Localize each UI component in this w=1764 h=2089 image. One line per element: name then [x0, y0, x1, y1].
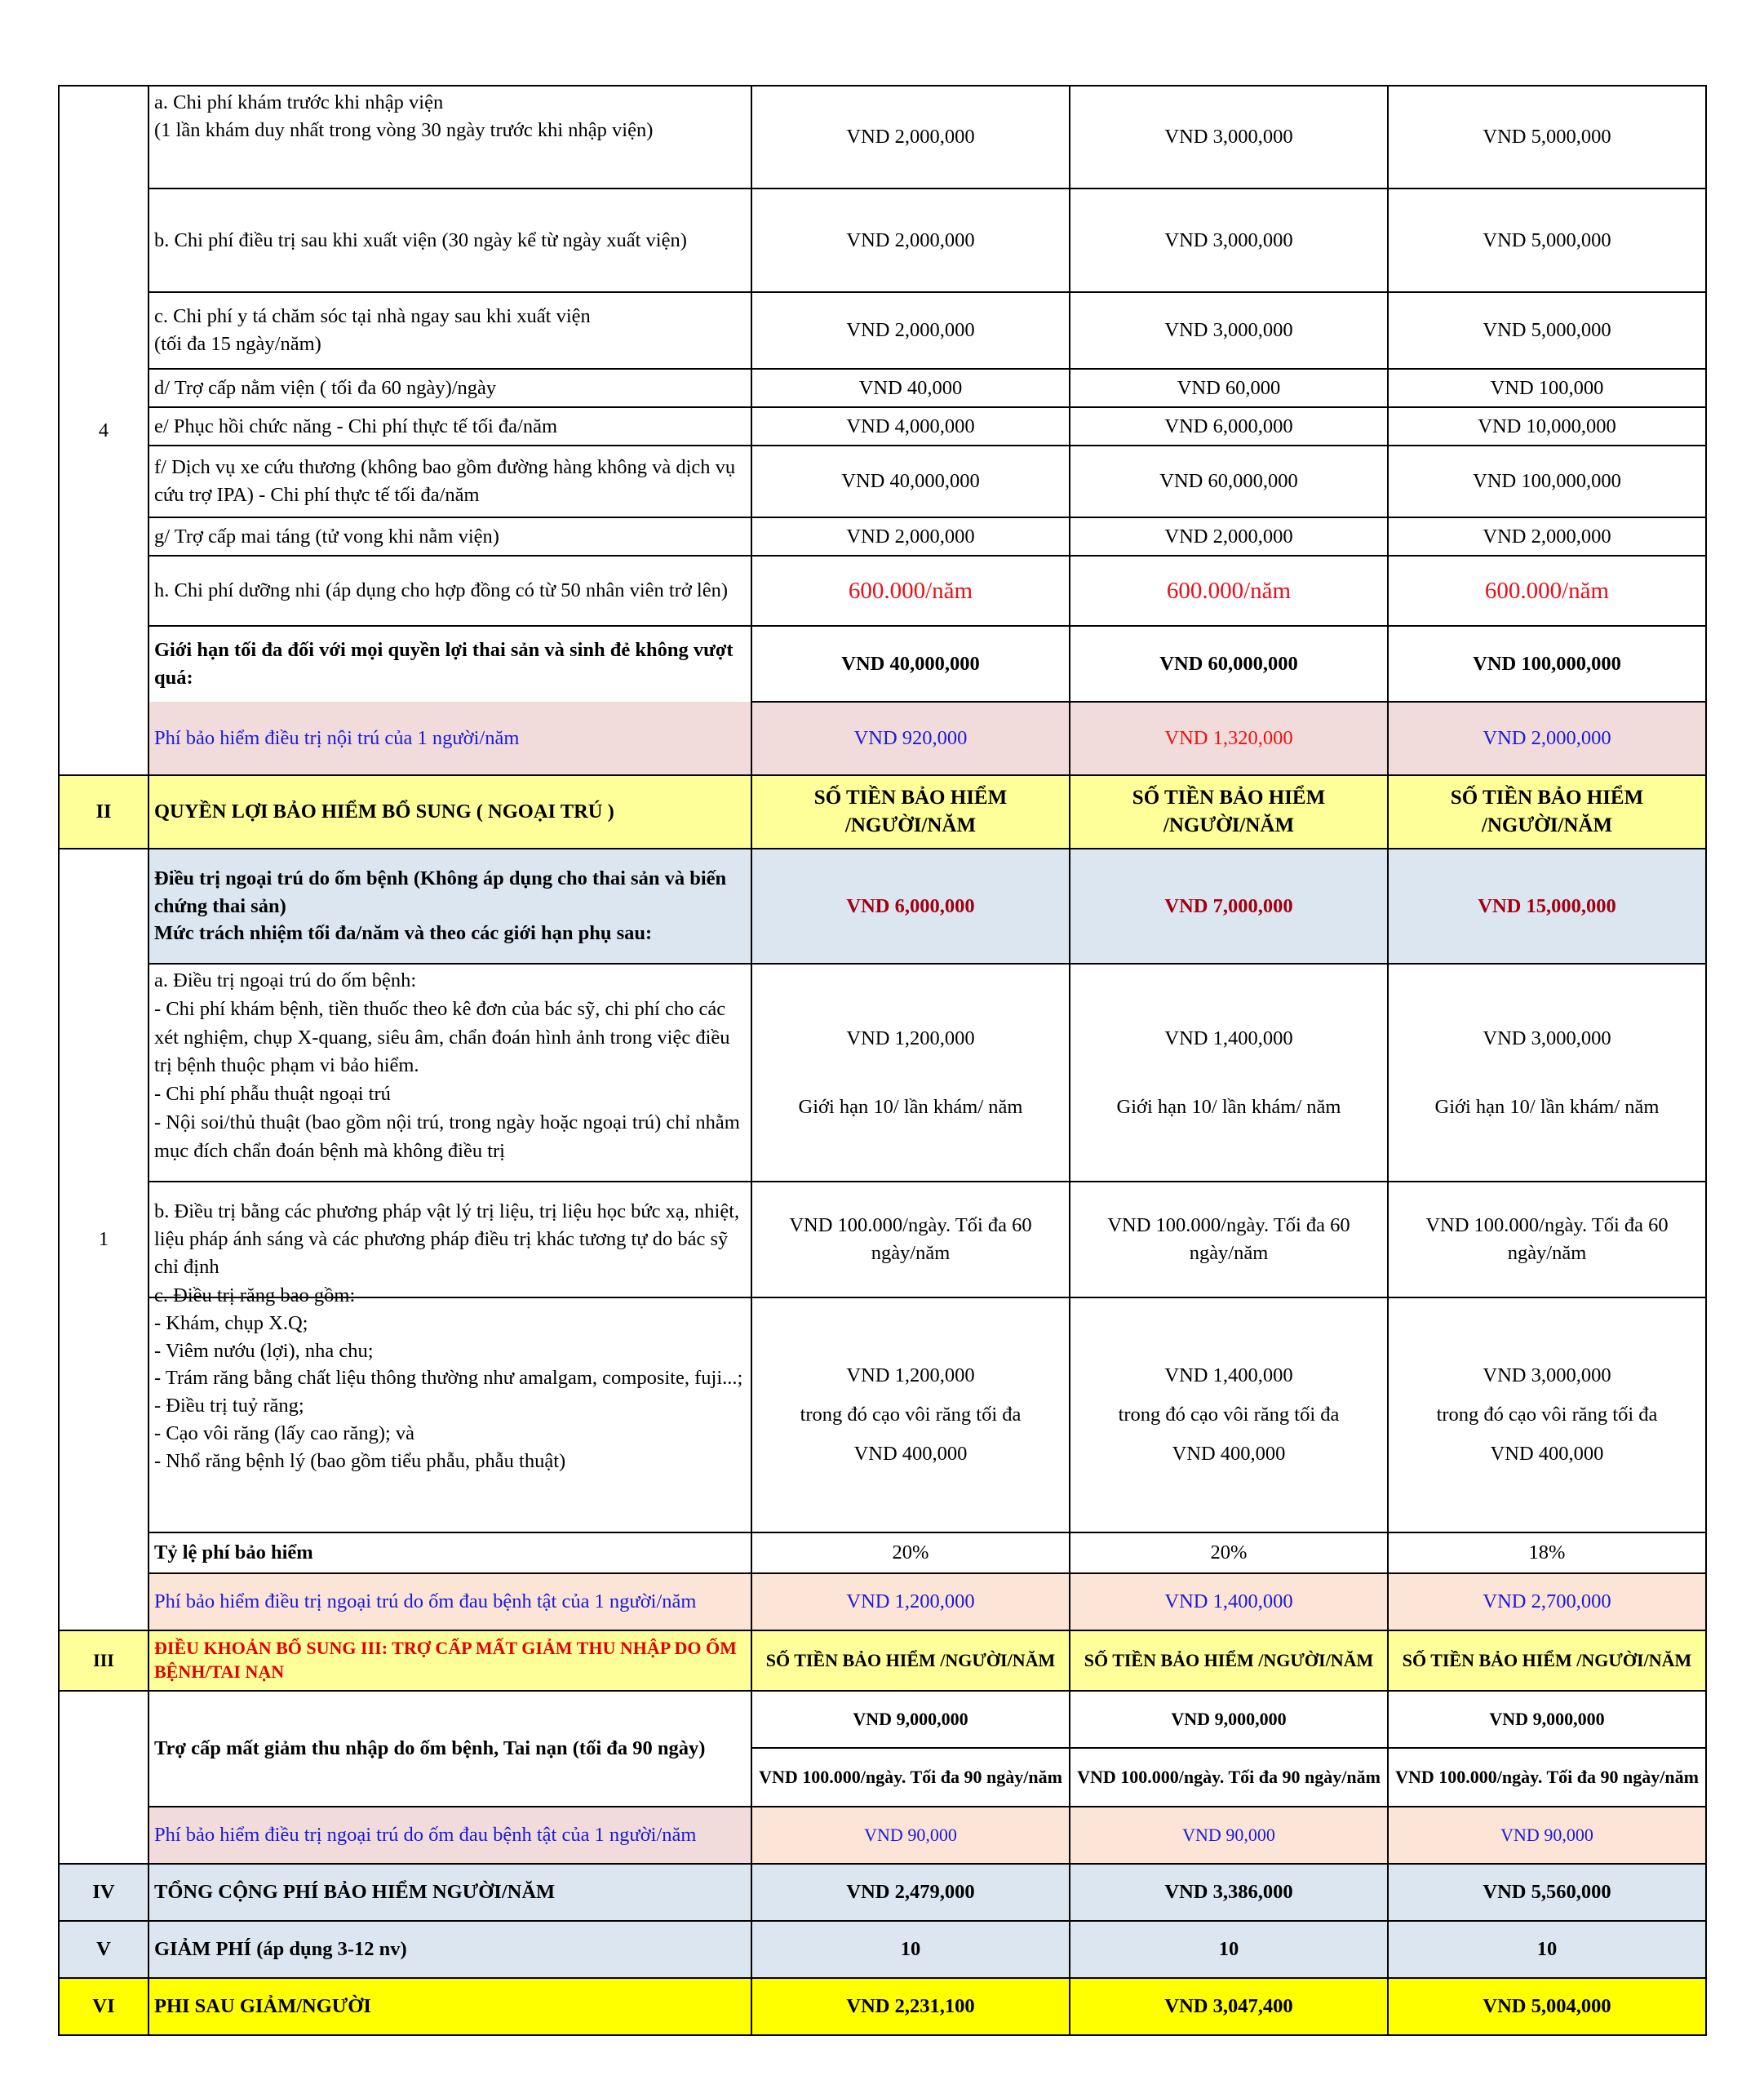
section-number: VI	[59, 1978, 148, 2035]
cell-plan-3	[1388, 1297, 1706, 1532]
row-outpatient-premium	[59, 1573, 1706, 1630]
column-header-plan-2: SỐ TIỀN BẢO HIỂM /NGƯỜI/NĂM	[1070, 775, 1388, 849]
row-label: f/ Dịch vụ xe cứu thương (không bao gồm đường hàng không và dịch vụ cứu trợ IPA) - Chi phí thực tế tối đa/năm	[148, 446, 751, 517]
section-number: II	[59, 775, 148, 849]
row-label: b. Chi phí điều trị sau khi xuất viện (30 ngày kể từ ngày xuất viện)	[148, 188, 751, 292]
row-label: Trợ cấp mất giảm thu nhập do ốm bệnh, Tai nạn (tối đa 90 ngày)	[148, 1691, 751, 1807]
value-plan-3: VND 100.000/ngày. Tối đa 60 ngày/năm	[1388, 1182, 1706, 1297]
value-plan-2: VND 3,000,000	[1070, 188, 1388, 292]
scaling-value: VND 400,000	[853, 1442, 968, 1465]
value-plan-1: VND 1,200,000	[751, 1573, 1070, 1630]
value-plan-2: VND 60,000,000	[1070, 446, 1388, 517]
value-plan-2: VND 1,400,000	[1164, 1364, 1293, 1387]
value-plan-2: VND 1,320,000	[1070, 702, 1388, 775]
daily-plan-2: VND 100.000/ngày. Tối đa 90 ngày/năm	[1070, 1748, 1388, 1807]
row-label: PHI SAU GIẢM/NGƯỜI	[148, 1978, 751, 2035]
scaling-note: trong đó cạo vôi răng tối đa	[800, 1404, 1022, 1426]
value-plan-2: VND 1,400,000	[1070, 1573, 1388, 1630]
row-income-premium	[59, 1807, 1706, 1864]
daily-plan-1: VND 100.000/ngày. Tối đa 90 ngày/năm	[751, 1748, 1070, 1807]
value-plan-3: VND 2,700,000	[1388, 1573, 1706, 1630]
value-plan-3: VND 10,000,000	[1388, 407, 1706, 446]
value-plan-2: VND 3,000,000	[1070, 292, 1388, 369]
row-4d	[59, 369, 1706, 407]
value-plan-2: VND 3,000,000	[1070, 86, 1388, 188]
value-plan-3: VND 90,000	[1388, 1807, 1706, 1864]
row-label: b. Điều trị bằng các phương pháp vật lý trị liệu, trị liệu học bức xạ, nhiệt, liệu pháp ánh sáng và các phương pháp điều trị khác tương tự do bác sỹ chỉ định	[148, 1182, 751, 1297]
row-maternity-limit	[59, 626, 1706, 702]
section-number: V	[59, 1921, 148, 1978]
cell-plan-1	[751, 1297, 1070, 1532]
value-plan-2: VND 2,000,000	[1070, 517, 1388, 556]
value-plan-3: VND 5,000,000	[1388, 188, 1706, 292]
row-label	[148, 1284, 751, 1532]
value-plan-1: VND 40,000,000	[751, 446, 1070, 517]
value-plan-2: VND 60,000	[1070, 369, 1388, 407]
column-header-plan-1: SỐ TIỀN BẢO HIỂM /NGƯỜI/NĂM	[751, 1630, 1070, 1691]
value-plan-3: VND 100,000	[1388, 369, 1706, 407]
value-plan-2: VND 7,000,000	[1070, 849, 1388, 964]
row-inpatient-premium	[59, 702, 1706, 775]
cell-plan-2	[1070, 964, 1388, 1182]
value-plan-3: VND 5,004,000	[1388, 1978, 1706, 2035]
cell-plan-3	[1388, 964, 1706, 1182]
cell-plan-2	[1070, 1297, 1388, 1532]
section-number: IV	[59, 1864, 148, 1921]
value-plan-1: VND 6,000,000	[751, 849, 1070, 964]
section-number-empty	[59, 1691, 148, 1864]
value-plan-3: VND 9,000,000	[1388, 1691, 1706, 1748]
limit-plan-1: Giới hạn 10/ lần khám/ năm	[798, 1095, 1023, 1118]
value-plan-2: VND 9,000,000	[1070, 1691, 1388, 1748]
value-plan-1: 20%	[751, 1532, 1070, 1573]
row-label: e/ Phục hồi chức năng - Chi phí thực tế tối đa/năm	[148, 407, 751, 446]
section-number: 1	[59, 849, 148, 1630]
value-plan-2: VND 6,000,000	[1070, 407, 1388, 446]
row-outpatient-main	[59, 849, 1706, 964]
value-plan-1: 600.000/năm	[751, 556, 1070, 626]
value-plan-3: 10	[1388, 1921, 1706, 1978]
row-outpatient-b	[59, 1182, 1706, 1297]
section-title: ĐIỀU KHOẢN BỔ SUNG III: TRỢ CẤP MẤT GIẢM THU NHẬP DO ỐM BỆNH/TAI NẠN	[148, 1630, 751, 1691]
row-label: g/ Trợ cấp mai táng (tử vong khi nằm viện)	[148, 517, 751, 556]
row-4g	[59, 517, 1706, 556]
value-plan-1: VND 920,000	[751, 702, 1070, 775]
value-plan-2: VND 3,386,000	[1070, 1864, 1388, 1921]
column-header-plan-1: SỐ TIỀN BẢO HIỂM /NGƯỜI/NĂM	[751, 775, 1070, 849]
row-label: h. Chi phí dưỡng nhi (áp dụng cho hợp đồng có từ 50 nhân viên trở lên)	[148, 556, 751, 626]
value-plan-1: VND 2,479,000	[751, 1864, 1070, 1921]
row-4e	[59, 407, 1706, 446]
row-label: GIẢM PHÍ (áp dụng 3-12 nv)	[148, 1921, 751, 1978]
value-plan-2: VND 90,000	[1070, 1807, 1388, 1864]
section-number: 4	[59, 86, 148, 775]
column-header-plan-3: SỐ TIỀN BẢO HIỂM /NGƯỜI/NĂM	[1388, 775, 1706, 849]
value-plan-2: VND 100.000/ngày. Tối đa 60 ngày/năm	[1070, 1182, 1388, 1297]
value-plan-3: VND 2,000,000	[1388, 702, 1706, 775]
value-plan-1: VND 4,000,000	[751, 407, 1070, 446]
value-plan-3: VND 3,000,000	[1483, 1027, 1611, 1049]
row-label: Phí bảo hiểm điều trị ngoại trú do ốm đau bệnh tật của 1 người/năm	[148, 1807, 751, 1864]
row-label: d/ Trợ cấp nằm viện ( tối đa 60 ngày)/ngày	[148, 369, 751, 407]
cell-plan-1	[751, 964, 1070, 1182]
section-II-header	[59, 775, 1706, 849]
scaling-note: trong đó cạo vôi răng tối đa	[1436, 1404, 1658, 1426]
row-label: a. Chi phí khám trước khi nhập viện (1 lần khám duy nhất trong vòng 30 ngày trước khi nhập viện)	[148, 86, 751, 188]
value-plan-1: VND 40,000,000	[751, 626, 1070, 702]
scaling-value: VND 400,000	[1172, 1442, 1286, 1465]
scaling-value: VND 400,000	[1490, 1442, 1604, 1465]
value-plan-1: VND 2,000,000	[751, 86, 1070, 188]
benefit-table	[58, 85, 1707, 2036]
value-plan-1: VND 2,000,000	[751, 517, 1070, 556]
limit-plan-2: Giới hạn 10/ lần khám/ năm	[1116, 1095, 1341, 1118]
value-plan-2: VND 60,000,000	[1070, 626, 1388, 702]
value-plan-1: 10	[751, 1921, 1070, 1978]
value-plan-3: VND 5,000,000	[1388, 86, 1706, 188]
daily-plan-3: VND 100.000/ngày. Tối đa 90 ngày/năm	[1388, 1748, 1706, 1807]
row-label: c. Chi phí y tá chăm sóc tại nhà ngay sau khi xuất viện (tối đa 15 ngày/năm)	[148, 292, 751, 369]
value-plan-1: VND 90,000	[751, 1807, 1070, 1864]
section-III-header	[59, 1630, 1706, 1691]
row-outpatient-a	[59, 964, 1706, 1182]
row-label: a. Điều trị ngoại trú do ốm bệnh: - Chi phí khám bệnh, tiền thuốc theo kê đơn của bác sỹ, chi phí cho các xét nghiệm, chụp X-quang, siêu âm, chẩn đoán hình ảnh trong việc điều trị bệnh thuộc phạm vi bảo hiểm. - Chi phí phẫu thuật ngoại trú - Nội soi/thủ thuật (bao gồm nội trú, trong ngày hoặc ngoại trú) chỉ nhằm mục đích chẩn đoán bệnh mà không điều trị	[148, 964, 751, 1182]
limit-plan-3: Giới hạn 10/ lần khám/ năm	[1434, 1095, 1660, 1118]
column-header-plan-3: SỐ TIỀN BẢO HIỂM /NGƯỜI/NĂM	[1388, 1630, 1706, 1691]
value-plan-3: VND 2,000,000	[1388, 517, 1706, 556]
scaling-note: trong đó cạo vôi răng tối đa	[1118, 1404, 1340, 1426]
value-plan-1: VND 1,200,000	[846, 1027, 975, 1049]
row-4a	[59, 86, 1706, 188]
value-plan-1: VND 1,200,000	[846, 1364, 975, 1387]
value-plan-1: VND 2,000,000	[751, 292, 1070, 369]
row-outpatient-c-dental	[59, 1297, 1706, 1532]
value-plan-2: VND 1,400,000	[1164, 1027, 1293, 1049]
value-plan-3: VND 5,000,000	[1388, 292, 1706, 369]
value-plan-1: VND 100.000/ngày. Tối đa 60 ngày/năm	[751, 1182, 1070, 1297]
row-4b	[59, 188, 1706, 292]
section-title: QUYỀN LỢI BẢO HIỂM BỔ SUNG ( NGOẠI TRÚ )	[148, 775, 751, 849]
value-plan-3: 600.000/năm	[1388, 556, 1706, 626]
row-4h	[59, 556, 1706, 626]
value-plan-3: VND 100,000,000	[1388, 446, 1706, 517]
value-plan-1: VND 2,000,000	[751, 188, 1070, 292]
row-4f	[59, 446, 1706, 517]
value-plan-3: VND 100,000,000	[1388, 626, 1706, 702]
value-plan-3: VND 15,000,000	[1388, 849, 1706, 964]
row-discount	[59, 1921, 1706, 1978]
row-premium-rate	[59, 1532, 1706, 1573]
row-label: Giới hạn tối đa đối với mọi quyền lợi thai sản và sinh đẻ không vượt quá:	[148, 626, 751, 702]
row-label: Phí bảo hiểm điều trị nội trú của 1 người/năm	[148, 702, 751, 775]
column-header-plan-2: SỐ TIỀN BẢO HIỂM /NGƯỜI/NĂM	[1070, 1630, 1388, 1691]
value-plan-2: 20%	[1070, 1532, 1388, 1573]
row-after-discount	[59, 1978, 1706, 2035]
value-plan-1: VND 2,231,100	[751, 1978, 1070, 2035]
section-number: III	[59, 1630, 148, 1691]
value-plan-3: 18%	[1388, 1532, 1706, 1573]
value-plan-2: 10	[1070, 1921, 1388, 1978]
value-plan-2: 600.000/năm	[1070, 556, 1388, 626]
row-label: Phí bảo hiểm điều trị ngoại trú do ốm đau bệnh tật của 1 người/năm	[148, 1573, 751, 1630]
row-label: TỔNG CỘNG PHÍ BẢO HIỂM NGƯỜI/NĂM	[148, 1864, 751, 1921]
value-plan-1: VND 9,000,000	[751, 1691, 1070, 1748]
row-4c	[59, 292, 1706, 369]
value-plan-2: VND 3,047,400	[1070, 1978, 1388, 2035]
row-total-premium	[59, 1864, 1706, 1921]
value-plan-3: VND 3,000,000	[1483, 1364, 1611, 1387]
value-plan-1: VND 40,000	[751, 369, 1070, 407]
row-label: Tỷ lệ phí bảo hiểm	[148, 1532, 751, 1573]
row-income-loss	[59, 1691, 1706, 1748]
row-label: Điều trị ngoại trú do ốm bệnh (Không áp dụng cho thai sản và biến chứng thai sản) Mức trách nhiệm tối đa/năm và theo các giới hạn phụ sau:	[148, 849, 751, 964]
value-plan-3: VND 5,560,000	[1388, 1864, 1706, 1921]
dental-label-text: c. Điều trị răng bao gồm: - Khám, chụp X.Q; - Viêm nướu (lợi), nha chu; - Trám răng bằng chất liệu thông thường như amalgam, composite, fuji...; - Điều trị tuỷ răng; - Cạo vôi răng (lấy cao răng); và - Nhổ răng bệnh lý (bao gồm tiểu phẫu, phẫu thuật)	[154, 1284, 743, 1472]
